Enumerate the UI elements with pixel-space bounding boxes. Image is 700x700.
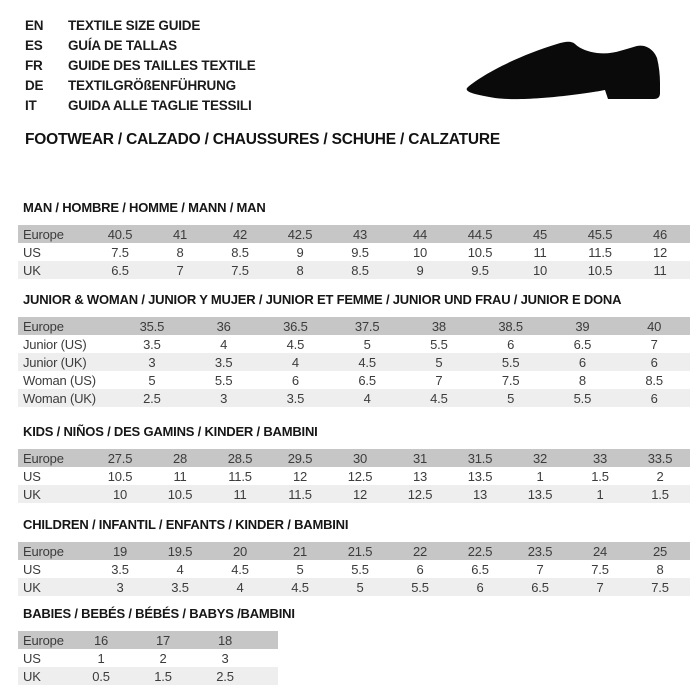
row-label: Europe bbox=[23, 226, 64, 242]
section-title: CHILDREN / INFANTIL / ENFANTS / KINDER / BAMBINI bbox=[23, 517, 349, 532]
size-cell: 10.5 bbox=[167, 486, 193, 502]
size-cell: 5 bbox=[507, 390, 515, 406]
language-row bbox=[25, 15, 256, 35]
section-title: BABIES / BEBÉS / BÉBÉS / BABYS /BAMBINI bbox=[23, 606, 295, 621]
size-cell: 29.5 bbox=[287, 450, 313, 466]
size-cell: 11.5 bbox=[228, 468, 252, 484]
language-row bbox=[25, 95, 256, 115]
size-cell: 3.5 bbox=[111, 561, 129, 577]
size-cell: 5 bbox=[356, 579, 364, 595]
size-cell: 5 bbox=[148, 372, 156, 388]
size-cell: 6.5 bbox=[573, 336, 592, 352]
size-cell: 4.5 bbox=[291, 579, 309, 595]
row-label: Woman (UK) bbox=[23, 390, 96, 406]
table-row bbox=[18, 667, 278, 685]
table-row bbox=[18, 649, 278, 667]
size-cell: 40.5 bbox=[107, 226, 133, 242]
language-label: GUIDE DES TAILLES TEXTILE bbox=[68, 57, 256, 73]
size-cell: 4 bbox=[236, 579, 244, 595]
size-cell: 4 bbox=[220, 336, 228, 352]
size-cell: 6 bbox=[578, 354, 586, 370]
table-row bbox=[18, 261, 690, 279]
size-cell: 5.5 bbox=[411, 579, 429, 595]
size-cell: 30 bbox=[352, 450, 368, 466]
size-cell: 13 bbox=[412, 468, 428, 484]
size-cell: 38.5 bbox=[498, 318, 523, 334]
table-row bbox=[18, 335, 690, 353]
size-cell: 6 bbox=[291, 372, 299, 388]
size-cell: 38 bbox=[431, 318, 446, 334]
size-cell: 28 bbox=[172, 450, 188, 466]
language-code: IT bbox=[25, 97, 37, 113]
size-cell: 4.5 bbox=[286, 336, 305, 352]
size-cell: 42.5 bbox=[287, 226, 313, 242]
size-cell: 12 bbox=[352, 486, 368, 502]
size-cell: 1.5 bbox=[591, 468, 609, 484]
size-cell: 21 bbox=[292, 543, 308, 559]
size-cell: 8.5 bbox=[645, 372, 663, 388]
size-cell: 25 bbox=[652, 543, 668, 559]
size-cell: 7 bbox=[435, 372, 443, 388]
size-cell: 6 bbox=[650, 354, 658, 370]
size-cell: 8 bbox=[296, 262, 304, 278]
size-table-section-babies bbox=[18, 606, 295, 685]
table-row bbox=[18, 371, 690, 389]
size-cell: 12.5 bbox=[347, 468, 373, 484]
size-cell: 6.5 bbox=[531, 579, 549, 595]
section-title: MAN / HOMBRE / HOMME / MANN / MAN bbox=[23, 200, 266, 215]
size-cell: 7.5 bbox=[651, 579, 669, 595]
size-cell: 1 bbox=[596, 486, 604, 502]
size-cell: 43 bbox=[352, 226, 368, 242]
size-cell: 35.5 bbox=[139, 318, 165, 334]
size-cell: 4.5 bbox=[358, 354, 376, 370]
table-row bbox=[18, 485, 690, 503]
size-cell: 1.5 bbox=[651, 486, 669, 502]
size-cell: 5.5 bbox=[351, 561, 369, 577]
size-cell: 6.5 bbox=[471, 561, 489, 577]
size-table bbox=[18, 449, 690, 503]
table-header-row bbox=[18, 317, 690, 335]
size-cell: 44 bbox=[412, 226, 428, 242]
size-cell: 39 bbox=[575, 318, 590, 334]
size-cell: 2.5 bbox=[143, 390, 161, 406]
size-cell: 19 bbox=[112, 543, 128, 559]
size-cell: 23.5 bbox=[527, 543, 553, 559]
size-cell: 3 bbox=[220, 390, 228, 406]
row-label: US bbox=[23, 244, 41, 260]
size-cell: 4.5 bbox=[430, 390, 448, 406]
size-table bbox=[18, 225, 690, 279]
size-cell: 19.5 bbox=[167, 543, 193, 559]
size-cell: 0.5 bbox=[92, 668, 110, 684]
table-row bbox=[18, 560, 690, 578]
size-cell: 3 bbox=[148, 354, 156, 370]
section-title: JUNIOR & WOMAN / JUNIOR Y MUJER / JUNIOR ET FEMME / JUNIOR UND FRAU / JUNIOR E DONA bbox=[23, 292, 622, 307]
size-cell: 1.5 bbox=[154, 668, 172, 684]
size-cell: 44.5 bbox=[467, 226, 493, 242]
size-table-section-man bbox=[18, 200, 690, 279]
row-label: Woman (US) bbox=[23, 372, 96, 388]
size-cell: 7.5 bbox=[231, 262, 249, 278]
row-label: UK bbox=[23, 486, 41, 502]
size-cell: 1 bbox=[97, 650, 105, 666]
size-cell: 6 bbox=[416, 561, 424, 577]
size-cell: 20 bbox=[232, 543, 248, 559]
size-cell: 2 bbox=[656, 468, 664, 484]
language-row bbox=[25, 35, 256, 55]
size-table-section-children bbox=[18, 517, 690, 596]
size-cell: 40 bbox=[647, 318, 662, 334]
size-cell: 6 bbox=[476, 579, 484, 595]
size-cell: 33.5 bbox=[647, 450, 673, 466]
table-header-row bbox=[18, 225, 690, 243]
size-cell: 10.5 bbox=[107, 468, 133, 484]
category-line: FOOTWEAR / CALZADO / CHAUSSURES / SCHUHE / CALZATURE bbox=[25, 131, 500, 148]
size-cell: 45.5 bbox=[587, 226, 613, 242]
size-cell: 7 bbox=[176, 262, 184, 278]
table-row bbox=[18, 353, 690, 371]
size-cell: 28.5 bbox=[227, 450, 253, 466]
size-cell: 6 bbox=[650, 390, 658, 406]
size-cell: 36 bbox=[216, 318, 231, 334]
table-row bbox=[18, 467, 690, 485]
size-cell: 31 bbox=[412, 450, 428, 466]
size-cell: 11.5 bbox=[288, 486, 312, 502]
size-cell: 7.5 bbox=[111, 244, 129, 260]
size-cell: 10 bbox=[112, 486, 128, 502]
size-cell: 9.5 bbox=[351, 244, 369, 260]
size-cell: 12 bbox=[292, 468, 308, 484]
size-cell: 12 bbox=[652, 244, 668, 260]
size-cell: 2 bbox=[159, 650, 167, 666]
size-cell: 31.5 bbox=[467, 450, 493, 466]
size-cell: 8 bbox=[656, 561, 664, 577]
size-cell: 7 bbox=[596, 579, 604, 595]
size-cell: 37.5 bbox=[354, 318, 380, 334]
size-table bbox=[18, 317, 690, 407]
table-header-row bbox=[18, 449, 690, 467]
language-code: EN bbox=[25, 17, 44, 33]
size-cell: 33 bbox=[592, 450, 608, 466]
size-cell: 32 bbox=[532, 450, 548, 466]
size-cell: 8 bbox=[578, 372, 586, 388]
language-label: GUIDA ALLE TAGLIE TESSILI bbox=[68, 97, 252, 113]
size-cell: 4 bbox=[291, 354, 299, 370]
size-cell: 7.5 bbox=[501, 372, 520, 388]
size-cell: 11.5 bbox=[588, 244, 612, 260]
language-code: FR bbox=[25, 57, 43, 73]
size-cell: 5.5 bbox=[573, 390, 592, 406]
row-label: UK bbox=[23, 262, 41, 278]
size-cell: 9.5 bbox=[471, 262, 489, 278]
size-cell: 27.5 bbox=[107, 450, 133, 466]
size-cell: 42 bbox=[232, 226, 248, 242]
size-cell: 9 bbox=[416, 262, 424, 278]
size-cell: 21.5 bbox=[347, 543, 373, 559]
size-cell: 5 bbox=[435, 354, 443, 370]
row-label: US bbox=[23, 650, 41, 666]
language-label: TEXTILE SIZE GUIDE bbox=[68, 17, 201, 33]
size-cell: 5 bbox=[296, 561, 304, 577]
size-cell: 18 bbox=[217, 632, 233, 648]
language-row bbox=[25, 75, 256, 95]
size-cell: 8.5 bbox=[351, 262, 369, 278]
size-cell: 12.5 bbox=[407, 486, 433, 502]
size-cell: 46 bbox=[652, 226, 668, 242]
size-cell: 22 bbox=[412, 543, 428, 559]
language-label: GUÍA DE TALLAS bbox=[68, 37, 177, 53]
size-cell: 13 bbox=[472, 486, 488, 502]
size-cell: 5 bbox=[363, 336, 371, 352]
size-cell: 41 bbox=[172, 226, 188, 242]
language-row bbox=[25, 55, 256, 75]
row-label: Europe bbox=[23, 632, 64, 648]
size-cell: 10.5 bbox=[467, 244, 493, 260]
size-cell: 6.5 bbox=[111, 262, 129, 278]
row-label: US bbox=[23, 561, 41, 577]
size-table-section-kids bbox=[18, 424, 690, 503]
size-cell: 24 bbox=[592, 543, 608, 559]
table-row bbox=[18, 578, 690, 596]
size-table bbox=[18, 542, 690, 596]
table-row bbox=[18, 389, 690, 407]
size-cell: 11 bbox=[653, 262, 667, 278]
size-cell: 45 bbox=[532, 226, 548, 242]
size-cell: 6 bbox=[507, 336, 515, 352]
size-cell: 2.5 bbox=[216, 668, 234, 684]
language-code: ES bbox=[25, 37, 43, 53]
size-table-section-junior-woman bbox=[18, 292, 690, 407]
size-cell: 16 bbox=[93, 632, 109, 648]
language-title-list bbox=[25, 15, 256, 115]
size-cell: 3.5 bbox=[171, 579, 189, 595]
size-cell: 4 bbox=[176, 561, 184, 577]
size-cell: 8.5 bbox=[231, 244, 249, 260]
row-label: Europe bbox=[23, 450, 64, 466]
size-cell: 3.5 bbox=[143, 336, 161, 352]
size-cell: 4.5 bbox=[231, 561, 249, 577]
table-header-row bbox=[18, 631, 278, 649]
size-cell: 10 bbox=[532, 262, 548, 278]
language-label: TEXTILGRÖßENFÜHRUNG bbox=[68, 77, 236, 93]
row-label: Europe bbox=[23, 318, 64, 334]
size-table bbox=[18, 631, 278, 685]
size-cell: 3 bbox=[221, 650, 229, 666]
size-cell: 36.5 bbox=[283, 318, 308, 334]
size-cell: 8 bbox=[176, 244, 184, 260]
size-cell: 4 bbox=[363, 390, 371, 406]
size-cell: 9 bbox=[296, 244, 304, 260]
size-cell: 5.5 bbox=[214, 372, 233, 388]
language-code: DE bbox=[25, 77, 44, 93]
size-cell: 1 bbox=[536, 468, 544, 484]
row-label: UK bbox=[23, 579, 41, 595]
size-cell: 3.5 bbox=[214, 354, 233, 370]
dress-shoe-icon bbox=[465, 39, 665, 107]
size-cell: 7 bbox=[650, 336, 658, 352]
section-title: KIDS / NIÑOS / DES GAMINS / KINDER / BAMBINI bbox=[23, 424, 318, 439]
size-cell: 5.5 bbox=[430, 336, 448, 352]
size-cell: 7.5 bbox=[591, 561, 609, 577]
size-cell: 7 bbox=[536, 561, 544, 577]
size-cell: 10 bbox=[412, 244, 428, 260]
size-cell: 6.5 bbox=[358, 372, 376, 388]
size-cell: 5.5 bbox=[501, 354, 520, 370]
size-cell: 11 bbox=[173, 468, 187, 484]
size-cell: 11 bbox=[533, 244, 547, 260]
size-cell: 13.5 bbox=[527, 486, 553, 502]
row-label: US bbox=[23, 468, 41, 484]
size-cell: 11 bbox=[233, 486, 247, 502]
table-header-row bbox=[18, 542, 690, 560]
row-label: Europe bbox=[23, 543, 64, 559]
size-cell: 22.5 bbox=[467, 543, 493, 559]
size-cell: 10.5 bbox=[587, 262, 613, 278]
row-label: Junior (US) bbox=[23, 336, 87, 352]
table-row bbox=[18, 243, 690, 261]
row-label: Junior (UK) bbox=[23, 354, 87, 370]
size-cell: 17 bbox=[155, 632, 171, 648]
size-cell: 13.5 bbox=[467, 468, 493, 484]
row-label: UK bbox=[23, 668, 41, 684]
size-cell: 3 bbox=[116, 579, 124, 595]
size-cell: 3.5 bbox=[286, 390, 305, 406]
